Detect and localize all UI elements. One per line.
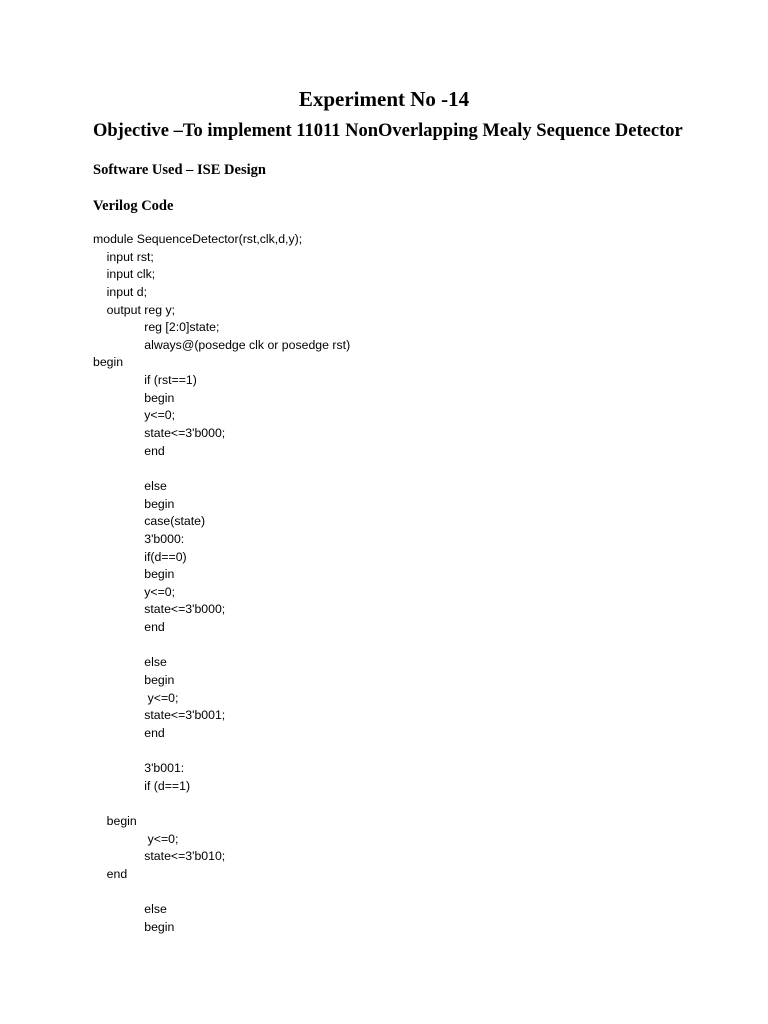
code-line: if(d==0)	[93, 549, 187, 564]
code-line: input clk;	[93, 267, 156, 282]
code-line: y<=0;	[93, 584, 176, 599]
code-line: state<=3'b001;	[93, 708, 226, 723]
code-line	[93, 743, 350, 761]
code-line: reg [2:0]state;	[93, 320, 220, 335]
code-line	[93, 460, 350, 478]
code-line	[93, 796, 350, 814]
verilog-code-heading: Verilog Code	[93, 198, 174, 214]
code-line: state<=3'b000;	[93, 426, 226, 441]
code-line: end	[93, 867, 128, 882]
code-line: end	[93, 443, 165, 458]
code-line	[93, 884, 350, 902]
verilog-code-block	[93, 231, 350, 937]
page-title: Experiment No -14	[298, 87, 470, 111]
code-line: end	[93, 620, 165, 635]
code-line: begin	[93, 390, 175, 405]
code-line: else	[93, 655, 167, 670]
code-line: else	[93, 902, 167, 917]
code-line: begin	[93, 355, 124, 370]
code-line: input d;	[93, 284, 148, 299]
code-line: y<=0;	[93, 690, 179, 705]
code-line: 3'b001:	[93, 761, 185, 776]
code-line: module SequenceDetector(rst,clk,d,y);	[93, 232, 303, 246]
code-line: end	[93, 725, 165, 740]
code-line: begin	[93, 814, 137, 829]
code-line: always@(posedge clk or posedge rst)	[93, 337, 351, 352]
objective-heading: Objective –To implement 11011 NonOverlapping Mealy Sequence Detector	[93, 121, 683, 141]
code-line: begin	[93, 567, 175, 582]
code-line: begin	[93, 919, 175, 934]
software-used-heading: Software Used – ISE Design	[93, 162, 266, 178]
code-line: state<=3'b000;	[93, 602, 226, 617]
code-line: y<=0;	[93, 408, 176, 423]
code-line	[93, 637, 350, 655]
code-line: state<=3'b010;	[93, 849, 226, 864]
code-line: output reg y;	[93, 302, 176, 317]
code-line: 3'b000:	[93, 531, 185, 546]
code-line: if (d==1)	[93, 778, 191, 793]
code-line: y<=0;	[93, 831, 179, 846]
code-line: else	[93, 478, 167, 493]
code-line: if (rst==1)	[93, 373, 197, 388]
code-line: begin	[93, 673, 175, 688]
code-line: case(state)	[93, 514, 206, 529]
code-line: begin	[93, 496, 175, 511]
code-line: input rst;	[93, 249, 154, 264]
